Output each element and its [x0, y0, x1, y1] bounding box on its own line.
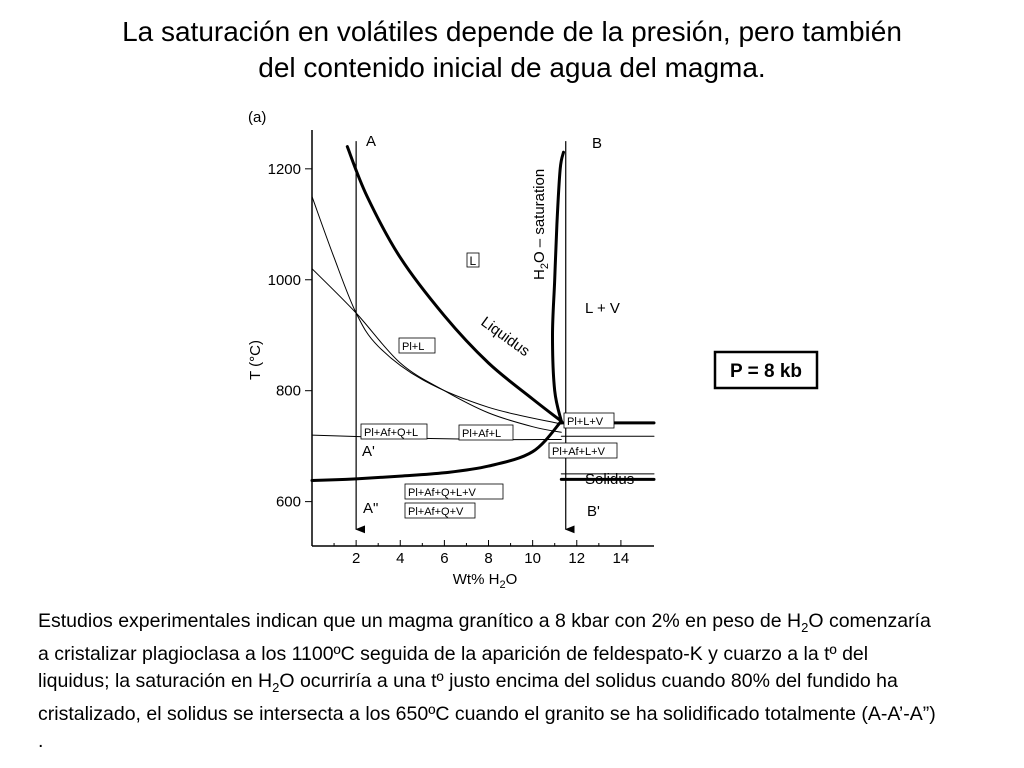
- solidus-curve: [312, 421, 561, 480]
- y-tick-label: 1200: [267, 160, 301, 178]
- x-axis-label: Wt% $H_2O$: [452, 571, 518, 591]
- isopleth-a-label: A: [366, 133, 377, 150]
- field-pl-af-q-l: Pl+Af+Q+L: [364, 427, 419, 439]
- field-l-plus-v: L + V: [585, 300, 620, 317]
- liquidus-curve: [347, 147, 561, 422]
- x-tick-label: 10: [524, 550, 541, 567]
- field-pl-l: Pl+L: [402, 341, 425, 353]
- x-tick-label: 2: [351, 550, 361, 567]
- h2o-saturation-curve: [553, 152, 564, 421]
- x-ticks: [334, 540, 629, 567]
- solidus-label: Solidus: [585, 471, 635, 488]
- isopleth-b-prime-label: B': [587, 503, 600, 520]
- panel-label: (a): [248, 109, 267, 126]
- slide-title: [0, 14, 1024, 86]
- y-tick-label: 1000: [267, 271, 301, 289]
- description-line-3: liquidus; la saturación en $H_2O$ ocurriría a una tº justo encima del solidus cuando 80% del fundido ha: [38, 669, 898, 695]
- description-line-1: Estudios experimentales indican que un magma granítico a 8 kbar con 2% en peso de $H_2O$ comenzaría: [38, 610, 931, 635]
- quartz-in-curve: [312, 435, 561, 440]
- y-tick-label: 600: [275, 493, 301, 511]
- isopleth-a-prime-label: A': [362, 443, 375, 460]
- x-tick-label: 8: [484, 550, 493, 567]
- y-ticks: [268, 161, 312, 511]
- y-tick-label: 800: [275, 382, 301, 400]
- x-tick-label: 14: [612, 550, 630, 567]
- description-line-2: a cristalizar plagioclasa a los 1100ºC seguida de la aparición de feldespato-K y cuarzo a la tº del: [38, 642, 869, 665]
- description-paragraph: [38, 608, 1018, 755]
- field-pl-af-q-l-v: Pl+Af+Q+L+V: [408, 487, 476, 499]
- field-pl-af-q-v: Pl+Af+Q+V: [408, 506, 464, 518]
- x-tick-label: 4: [396, 550, 405, 567]
- field-l: L: [469, 254, 477, 268]
- phase-diagram: [230, 100, 830, 595]
- isopleth-a-dprime-label: A": [363, 500, 379, 517]
- field-pl-af-l-v: Pl+Af+L+V: [552, 446, 605, 458]
- description-line-5: .: [38, 729, 44, 752]
- description-line-4: cristalizado, el solidus se intersecta a los 650ºC cuando el granito se ha solidificado totalmente (A-A’-A”): [38, 702, 936, 725]
- slide-title-line-1: La saturación en volátiles depende de la presión, pero también: [122, 16, 902, 47]
- pressure-label: P = 8 kb: [729, 361, 803, 382]
- liquidus-label: Liquidus: [477, 313, 533, 361]
- plagioclase-in-curve: [312, 197, 561, 424]
- y-axis-label: T (°C): [247, 340, 264, 380]
- saturation-label: $H_2O$ – saturation: [531, 168, 551, 280]
- field-pl-l-v: Pl+L+V: [567, 416, 604, 428]
- slide-title-line-2: del contenido inicial de agua del magma.: [258, 52, 766, 83]
- isopleth-b-label: B: [592, 135, 603, 152]
- x-tick-label: 12: [568, 550, 586, 567]
- x-tick-label: 6: [440, 550, 449, 567]
- field-pl-af-l: Pl+Af+L: [462, 428, 502, 440]
